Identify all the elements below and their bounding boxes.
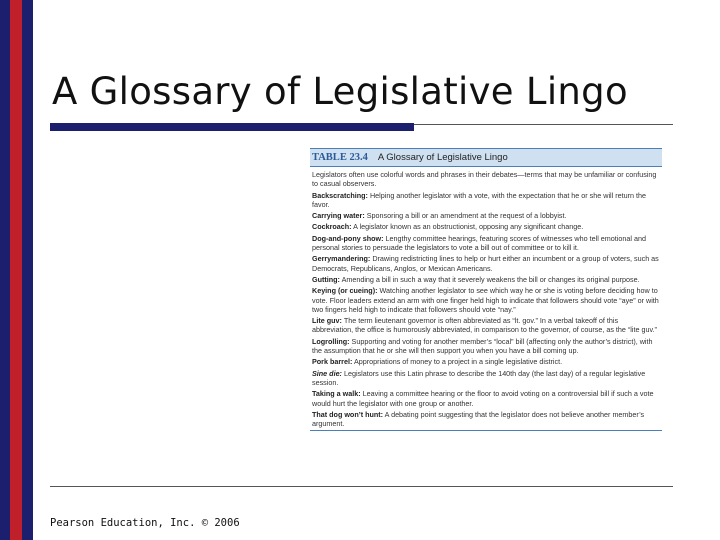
glossary-term: Taking a walk:	[312, 389, 361, 399]
glossary-entry	[312, 389, 660, 408]
glossary-entry	[312, 357, 660, 366]
glossary-entry	[312, 222, 660, 231]
glossary-entry	[312, 234, 660, 253]
slide-title: A Glossary of Legislative Lingo	[52, 70, 628, 113]
glossary-definition: Watching another legislator to see which way he or she is voting before deciding how to vote. Floor leaders extend an arm with one finger held high to indicate that followers should vote “aye” or with two fingers held high to indicate that followers should vote “nay.”	[312, 286, 659, 314]
table-bottom-rule	[310, 430, 662, 431]
glossary-term: Gutting:	[312, 274, 340, 284]
glossary-term: Backscratching:	[312, 190, 368, 200]
table-number: TABLE 23.4	[312, 152, 368, 163]
glossary-term: Logrolling:	[312, 336, 350, 346]
glossary-entry	[312, 254, 660, 273]
table-body	[310, 167, 662, 428]
table-name: A Glossary of Legislative Lingo	[377, 152, 508, 163]
table-header	[310, 148, 662, 167]
glossary-definition: A legislator known as an obstructionist, opposing any significant change.	[353, 222, 584, 232]
glossary-entry	[312, 275, 660, 284]
glossary-definition: Supporting and voting for another member’s “local” bill (affecting only the author’s district), with the assumption that he or she will then support you when you have a bill coming up.	[312, 336, 653, 356]
glossary-definition: Appropriations of money to a project in a single legislative district.	[353, 357, 563, 367]
left-border-navy-stripe-inner	[22, 0, 33, 540]
glossary-entry	[312, 286, 660, 314]
glossary-definition: Helping another legislator with a vote, with the expectation that he or she will return the favor.	[312, 190, 647, 209]
glossary-term: That dog won’t hunt:	[312, 409, 384, 419]
left-border-navy-stripe	[0, 0, 10, 540]
title-underline-thick	[50, 123, 414, 131]
glossary-term: Keying (or cueing):	[312, 286, 378, 296]
table-intro: Legislators often use colorful words and phrases in their debates—terms that may be unfamiliar or confusing to casual observers.	[312, 170, 657, 189]
glossary-definition: Drawing redistricting lines to help or hurt either an incumbent or a group of voters, such as Democrats, Republicans, Anglos, or Mexican Americans.	[312, 254, 659, 273]
glossary-term: Cockroach:	[312, 222, 352, 232]
glossary-term: Lite guv:	[312, 316, 342, 326]
glossary-definition: The term lieutenant governor is often abbreviated as “lt. gov.” In a verbal takeoff of this abbreviation, the office is humorously abbreviated, in comparison to the governor, of course, as the “lite guv.”	[312, 316, 657, 335]
title-underline-thin	[414, 124, 673, 125]
glossary-entry	[312, 316, 660, 335]
glossary-definition: Sponsoring a bill or an amendment at the request of a lobbyist.	[366, 211, 567, 221]
glossary-table	[310, 148, 662, 431]
glossary-term: Carrying water:	[312, 211, 365, 221]
glossary-entry	[312, 211, 660, 220]
glossary-term: Pork barrel:	[312, 357, 353, 367]
glossary-term: Dog-and-pony show:	[312, 233, 384, 243]
glossary-term: Gerrymandering:	[312, 254, 371, 264]
glossary-entry	[312, 191, 660, 210]
glossary-definition: Lengthy committee hearings, featuring scores of witnesses who tell emotional and personal stories to persuade the legislators to vote a bill out of committee or to kill it.	[312, 233, 646, 253]
glossary-term: Sine die:	[312, 368, 342, 378]
footer-divider	[50, 486, 673, 487]
glossary-entry	[312, 369, 660, 388]
left-border-red-stripe	[10, 0, 22, 540]
glossary-definition: Leaving a committee hearing or the floor to avoid voting on a controversial bill if such a vote would hurt the legislator with one group or another.	[312, 389, 654, 408]
glossary-definition: Legislators use this Latin phrase to describe the 140th day (the last day) of a regular legislative session.	[312, 368, 646, 387]
footer-copyright: Pearson Education, Inc. © 2006	[50, 517, 240, 529]
glossary-entry	[312, 337, 660, 356]
glossary-entry	[312, 410, 660, 429]
glossary-definition: A debating point suggesting that the legislator does not believe another member’s argument.	[312, 409, 645, 429]
glossary-definition: Amending a bill in such a way that it severely weakens the bill or changes its original purpose.	[341, 274, 640, 284]
